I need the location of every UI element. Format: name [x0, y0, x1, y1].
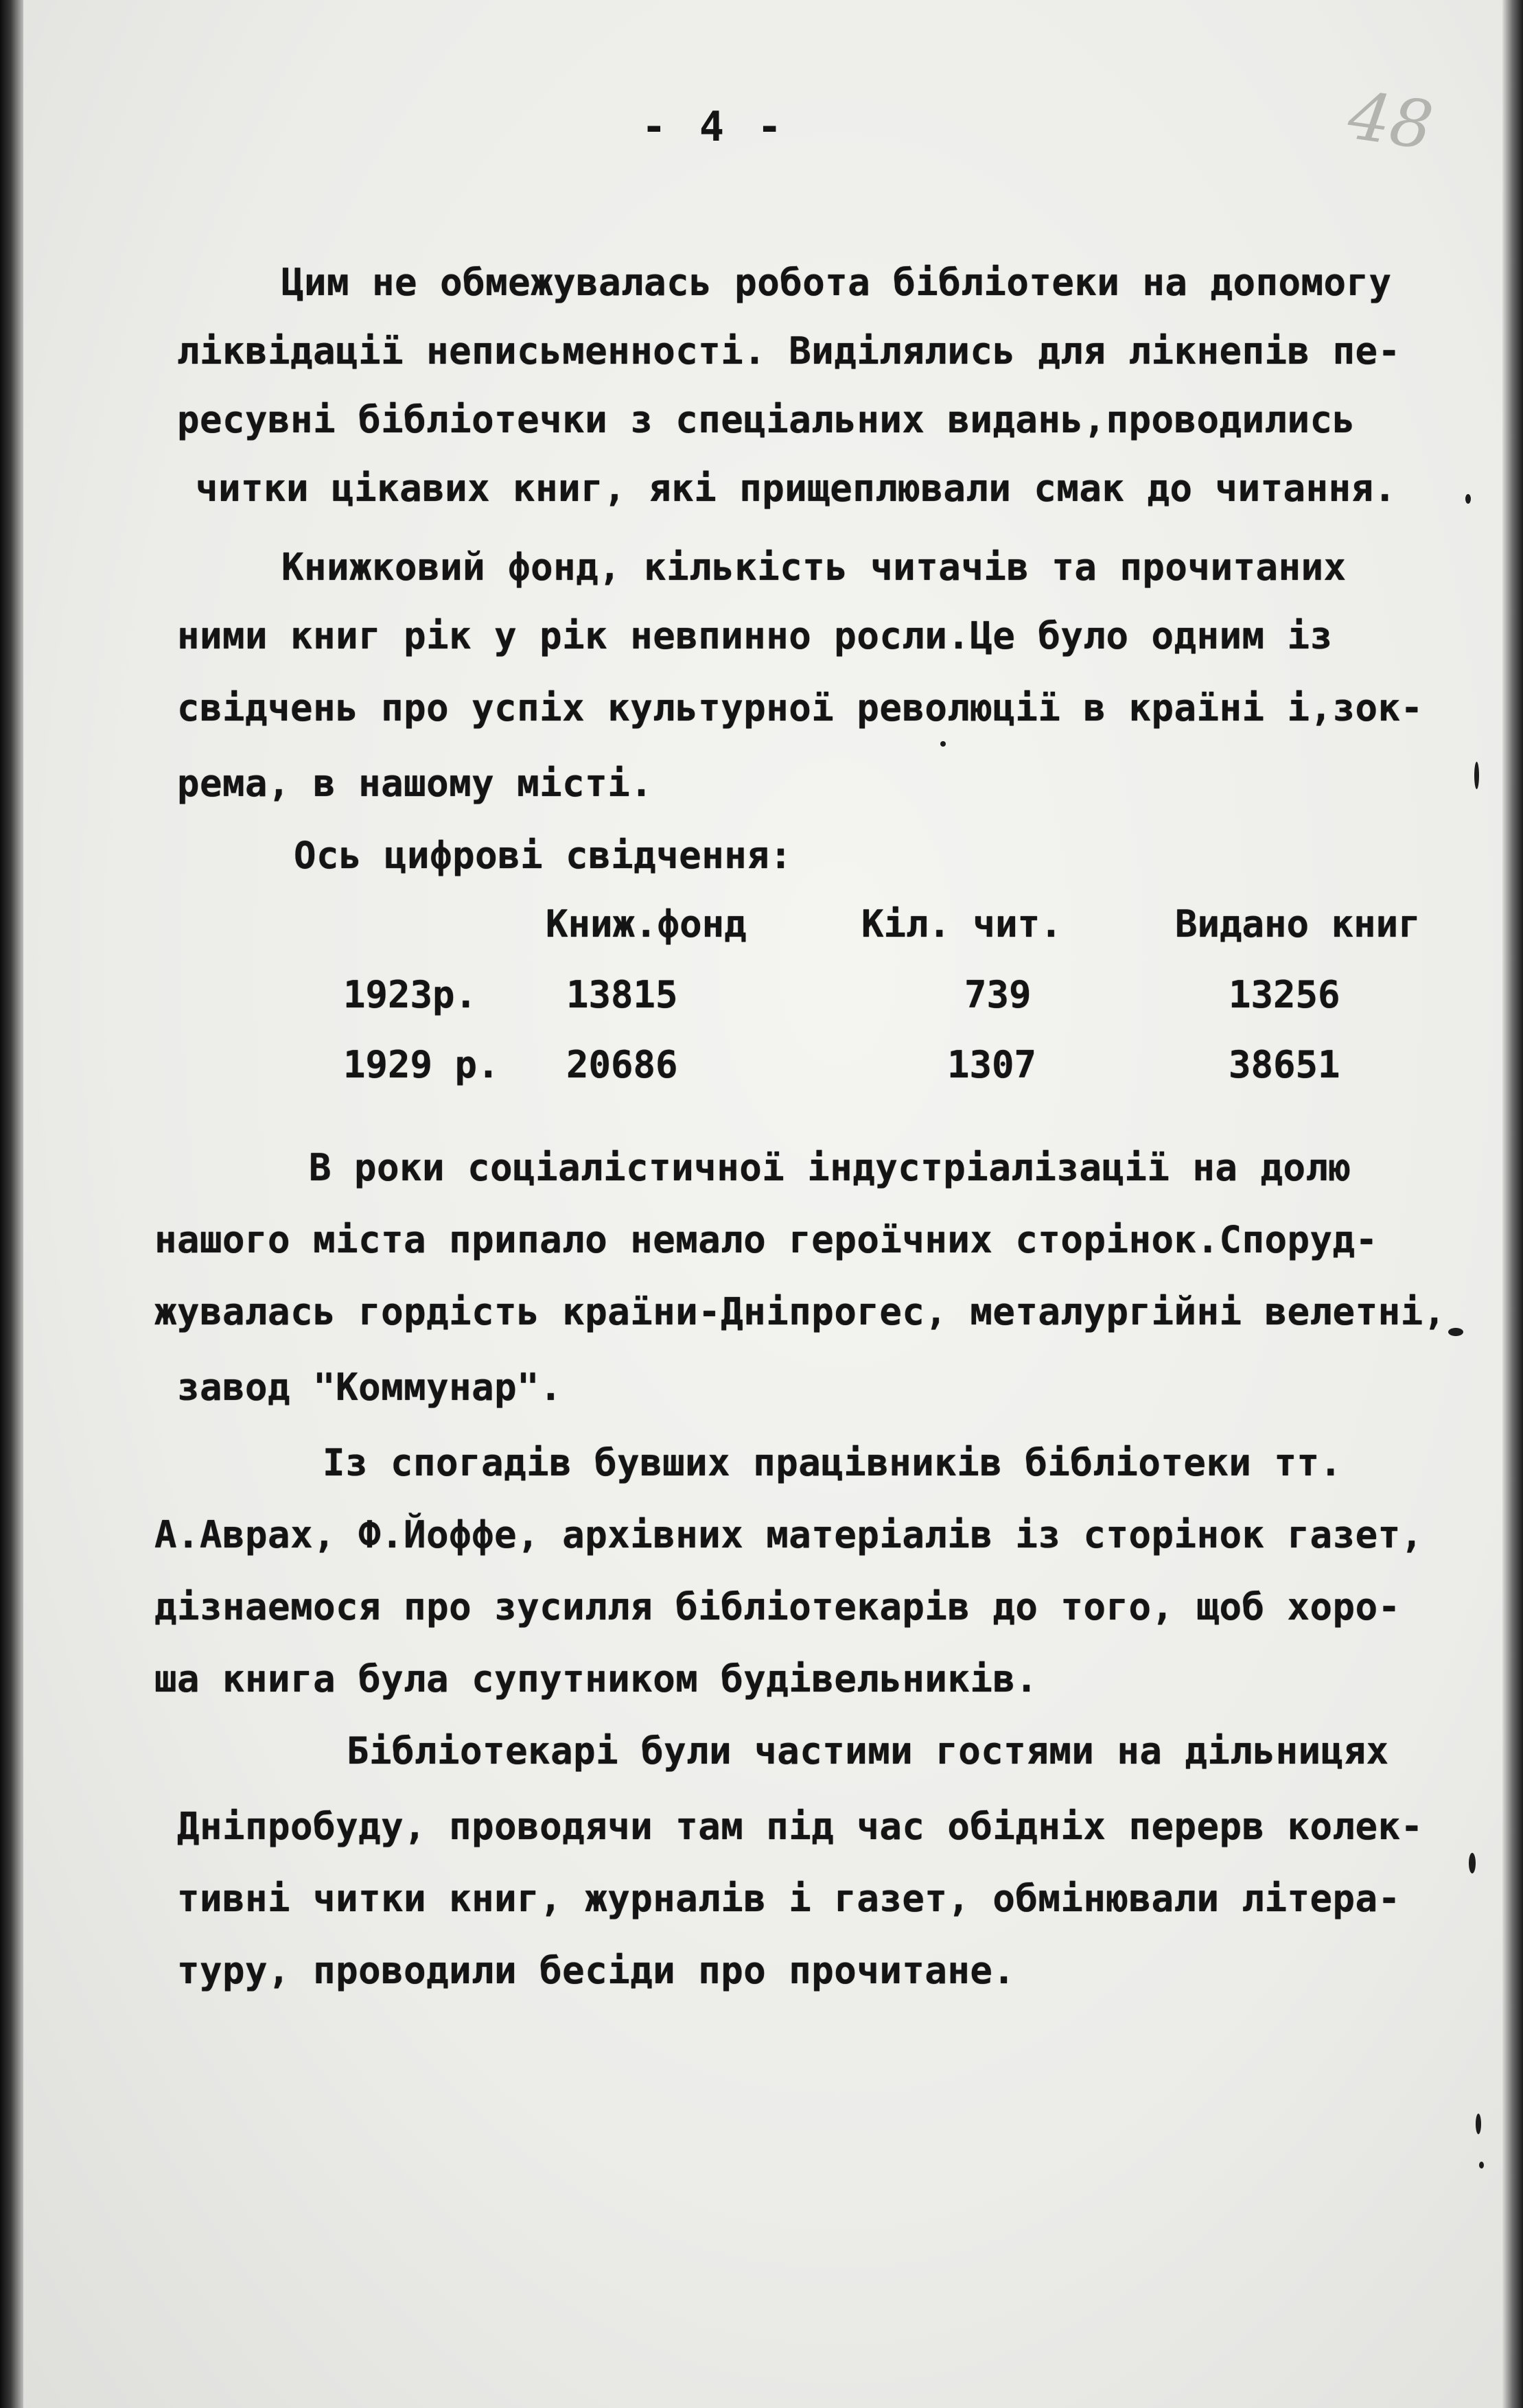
table-cell-year: 1923р. — [343, 973, 478, 1016]
page-left-edge — [0, 0, 23, 2408]
text-line: дізнаемося про зусилля бібліотекарів до того, щоб хоро- — [154, 1585, 1401, 1628]
table-cell-fond: 20686 — [566, 1043, 678, 1086]
text-line: завод "Коммунар". — [177, 1366, 563, 1409]
text-line: Книжковий фонд, кількість читачів та прочитаних — [281, 546, 1347, 589]
table-cell-fond: 13815 — [566, 973, 678, 1016]
table-cell-readers: 739 — [964, 973, 1032, 1016]
text-line: жувалась гордість країни-Дніпрогес, металургійні велетні, — [154, 1290, 1446, 1333]
scan-speck — [1469, 1853, 1476, 1873]
text-line: Бібліотекарі були частими гостями на дільницях — [347, 1729, 1389, 1773]
table-cell-year: 1929 р. — [343, 1043, 500, 1086]
page-right-edge — [1502, 0, 1523, 2408]
text-line: ліквідації неписьменності. Виділялись для лікнепів пе- — [177, 329, 1401, 373]
text-line: В роки соціалістичної індустріалізації на долю — [309, 1146, 1351, 1189]
scan-speck — [1476, 2114, 1481, 2134]
table-cell-readers: 1307 — [947, 1043, 1037, 1086]
text-line: ша книга була супутником будівельників. — [154, 1657, 1038, 1700]
text-line: Дніпробуду, проводячи там під час обідніх перерв колек- — [177, 1805, 1423, 1848]
text-line: читки цікавих книг, які прищеплювали смак до читання. — [196, 467, 1397, 510]
table-cell-issued: 38651 — [1229, 1043, 1340, 1086]
table-header: Видано книг — [1175, 902, 1421, 946]
text-line: А.Аврах, Ф.Йоффе, архівних матеріалів із сторінок газет, — [154, 1513, 1423, 1556]
scan-speck — [1479, 2162, 1484, 2169]
text-line: рема, в нашому місті. — [177, 762, 653, 805]
text-line: ними книг рік у рік невпинно росли.Це було одним із — [177, 614, 1333, 657]
scan-speck — [940, 741, 946, 747]
text-line: тивні читки книг, журналів і газет, обмінювали літера- — [177, 1877, 1401, 1920]
scan-speck — [1465, 494, 1471, 504]
scan-speck — [1448, 1328, 1463, 1336]
text-line: Із спогадів бувших працівників бібліотеки тт. — [323, 1441, 1342, 1484]
text-line: свідчень про успіх культурної революції в країні і,зок- — [177, 686, 1423, 729]
table-header: Книж.фонд — [546, 902, 747, 946]
text-line: Ось цифрові свідчення: — [294, 834, 793, 877]
archive-page-number: 48 — [1343, 77, 1438, 165]
text-line: туру, проводили бесіди про прочитане. — [177, 1949, 1016, 1992]
page-number: - 4 - — [641, 103, 787, 151]
text-line: ресувні бібліотечки з спеціальних видань,проводились — [177, 398, 1356, 441]
table-cell-issued: 13256 — [1229, 973, 1340, 1016]
text-line: нашого міста припало немало героїчних сторінок.Споруд- — [154, 1218, 1378, 1261]
table-header: Кіл. чит. — [861, 902, 1062, 946]
text-line: Цим не обмежувалась робота бібліотеки на допомогу — [281, 261, 1392, 304]
scan-speck — [1474, 762, 1479, 789]
